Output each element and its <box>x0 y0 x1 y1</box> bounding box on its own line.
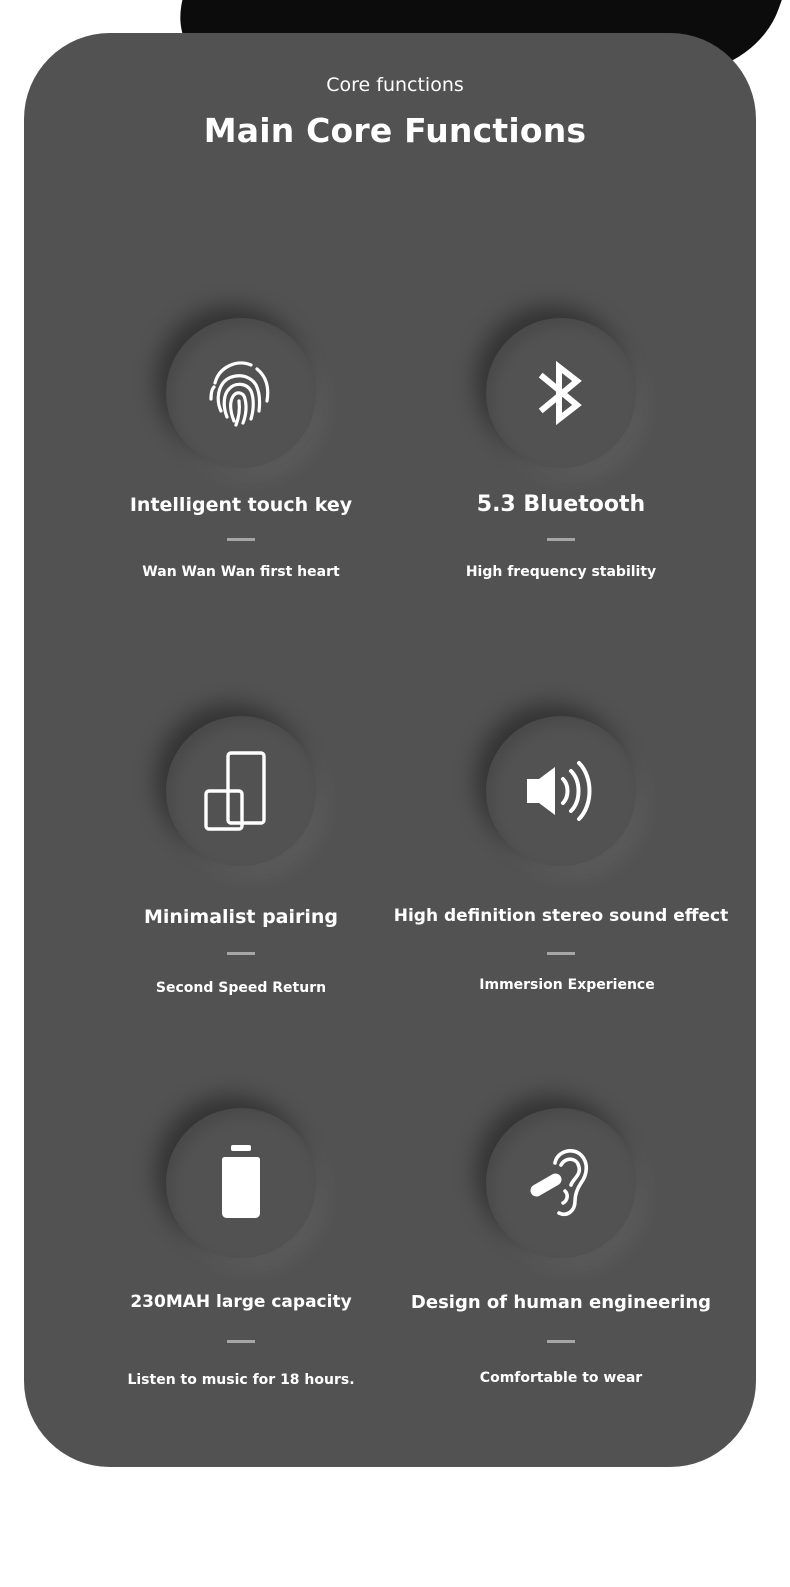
battery-icon <box>201 1143 281 1223</box>
feature-description: Listen to music for 18 hours. <box>127 1372 355 1388</box>
feature-title: 230MAH large capacity <box>130 1292 352 1312</box>
feature-stereo-sound <box>393 716 729 1016</box>
icon-circle <box>166 318 316 468</box>
section-subtitle: Core functions <box>326 74 464 96</box>
feature-title: Minimalist pairing <box>143 906 339 928</box>
feature-divider <box>547 538 575 541</box>
section-title: Main Core Functions <box>203 111 587 150</box>
icon-circle <box>486 716 636 866</box>
feature-title: Intelligent touch key <box>129 494 353 516</box>
icon-circle <box>166 1108 316 1258</box>
feature-divider <box>227 1340 255 1343</box>
ear-icon <box>521 1143 601 1223</box>
feature-description: Second Speed Return <box>155 980 327 996</box>
feature-pairing <box>76 716 406 1016</box>
feature-bluetooth <box>396 318 726 618</box>
bluetooth-icon <box>521 353 601 433</box>
feature-description: Immersion Experience <box>479 977 655 993</box>
feature-divider <box>547 952 575 955</box>
feature-divider <box>227 952 255 955</box>
feature-title: Design of human engineering <box>410 1292 712 1313</box>
feature-touch-key <box>76 318 406 618</box>
pairing-devices-icon <box>201 751 281 831</box>
icon-circle <box>166 716 316 866</box>
feature-title: 5.3 Bluetooth <box>476 492 646 517</box>
icon-circle <box>486 318 636 468</box>
speaker-icon <box>521 751 601 831</box>
icon-circle <box>486 1108 636 1258</box>
feature-battery <box>76 1108 406 1408</box>
feature-divider <box>227 538 255 541</box>
feature-title: High definition stereo sound effect <box>393 906 729 926</box>
feature-description: Comfortable to wear <box>479 1370 643 1386</box>
fingerprint-icon <box>201 353 281 433</box>
feature-ergonomics <box>396 1108 726 1408</box>
feature-divider <box>547 1340 575 1343</box>
feature-description: Wan Wan Wan first heart <box>142 564 340 580</box>
feature-description: High frequency stability <box>465 564 657 580</box>
